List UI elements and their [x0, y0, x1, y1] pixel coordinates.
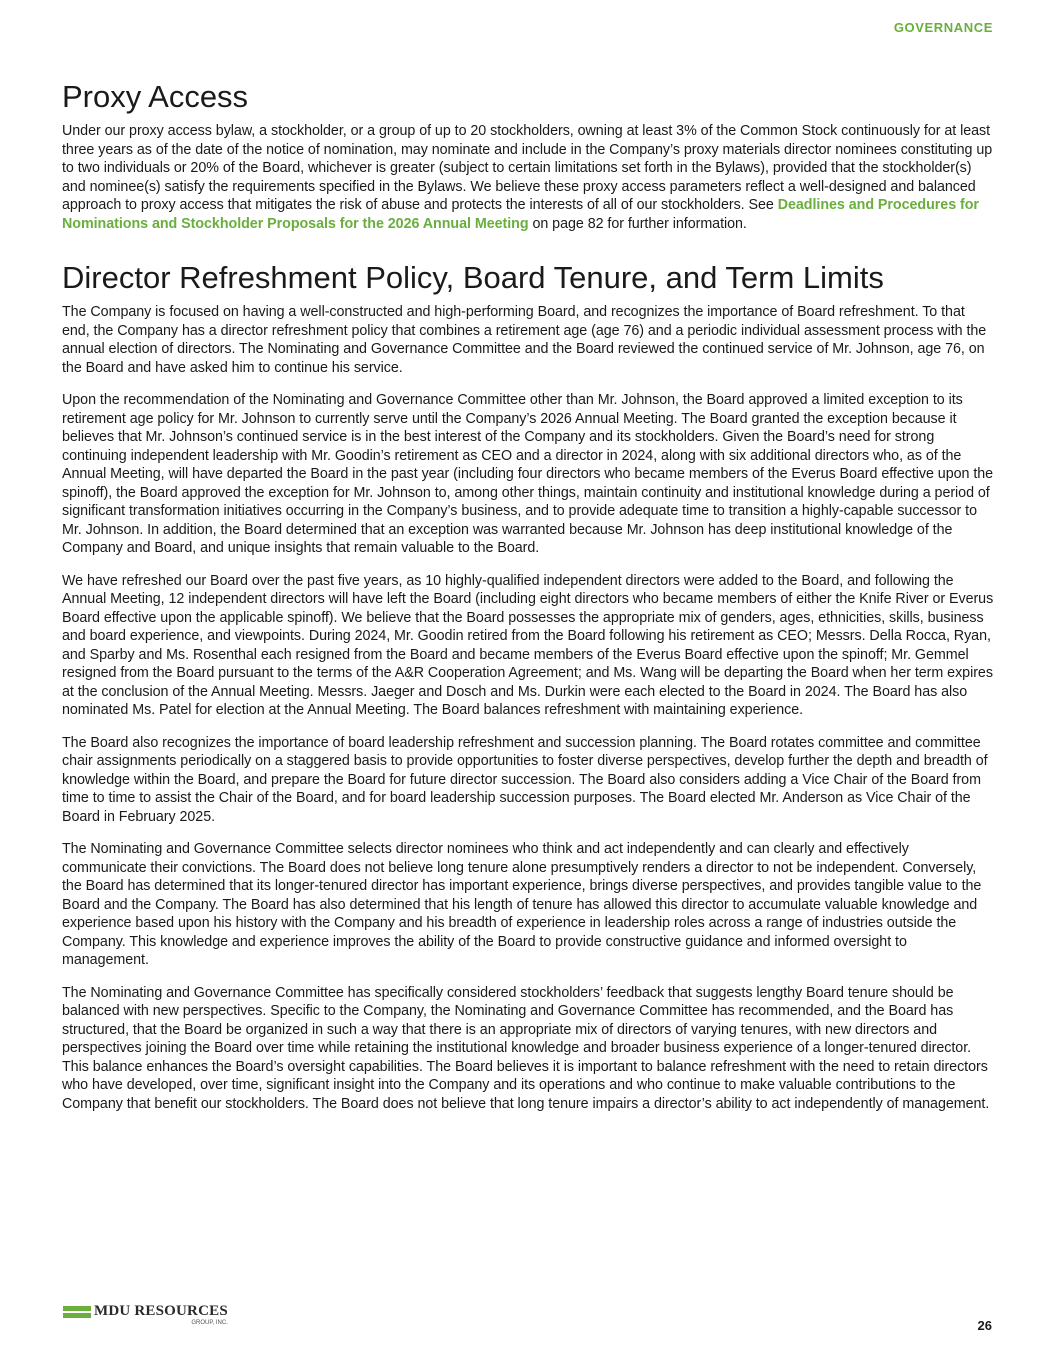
proxy-access-title: Proxy Access — [62, 79, 249, 114]
proxy-access-text: Under our proxy access bylaw, a stockholder, or a group of up to 20 stockholders, owning at least 3% of the Common Stock continuously for at least three years as of the date of the notice of nomination, may nominate and include in the Company’s proxy materials director nominees constituting up to two individuals or 20% of the Board, whichever is greater (subject to certain limitations set forth in the Bylaws), provided that the stockholder(s) and nominee(s) satisfy the requirements specified in the Bylaws. We believe these proxy access parameters reflect a well-designed and balanced approach to proxy access that mitigates the risk of abuse and protects the interests of all of our stockholders. See — [62, 123, 993, 213]
refreshment-paragraph-5: The Nominating and Governance Committee selects director nominees who think and act independently and can clearly and effectively communicate their convictions. The Board does not believe long tenure alone presumptively renders a director to not be independent. Conversely, the Board has determined that its longer-tenured director has important experience, brings diverse perspectives, and provides tangible value to the Board and the Company. The Board has also determined that his length of tenure has allowed this director to accumulate valuable knowledge and experience based upon his history with the Company and his breadth of experience in leadership roles across a range of industries outside the Company. This knowledge and experience improves the ability of the Board to provide constructive guidance and informed oversight to management. — [62, 841, 982, 968]
page-number: 26 — [977, 1318, 992, 1333]
proxy-access-text-end: on page 82 for further information. — [528, 215, 747, 232]
proxy-access-paragraph — [62, 122, 994, 233]
company-logo — [63, 1304, 228, 1327]
refreshment-paragraph-3: We have refreshed our Board over the past five years, as 10 highly-qualified independent directors were added to the Board, and following the Annual Meeting, 12 independent directors will have left the Board (including eight directors who became members of either the Knife River or Everus Board effective upon the applicable spinoff). We believe that the Board possesses the appropriate mix of genders, ages, ethnicities, skills, business and board experience, and viewpoints. During 2024, Mr. Goodin retired from the Board following his retirement as CEO; Messrs. Della Rocca, Ryan, and Sparby and Ms. Rosenthal each resigned from the Board and became members of the Everus Board effective upon the spinoff; Mr. Gemmel resigned from the Board pursuant to the terms of the A&R Cooperation Agreement; and Ms. Wang will be departing the Board when her term expires at the conclusion of the Annual Meeting. Messrs. Jaeger and Dosch and Ms. Durkin were each elected to the Board in 2024. The Board has also nominated Ms. Patel for election at the Annual Meeting. The Board balances refreshment with maintaining experience. — [62, 572, 994, 718]
director-refreshment-title: Director Refreshment Policy, Board Tenure, and Term Limits — [62, 260, 884, 295]
logo-subtext: GROUP, INC. — [191, 1320, 228, 1326]
page-content — [62, 78, 994, 1127]
logo-bars-icon — [63, 1306, 91, 1318]
deadlines-procedures-link[interactable]: Deadlines and Procedures for Nominations and Stockholder Proposals for the 2026 Annual Meeting — [62, 197, 979, 232]
refreshment-paragraph-2: Upon the recommendation of the Nominating and Governance Committee other than Mr. Johnson, the Board approved a limited exception to its retirement age policy for Mr. Johnson to currently serve until the Company’s 2026 Annual Meeting. The Board granted the exception because it believes that Mr. Johnson’s continued service is in the best interest of the Company and its stockholders. Given the Board’s need for strong continuing independent leadership with Mr. Goodin’s retirement as CEO and a director in 2024, along with six additional directors who, as of the Annual Meeting, will have departed the Board in the past year (including four directors who became members of the Everus Board effective upon the spinoff), the Board approved the exception for Mr. Johnson to, among other things, maintain continuity and institutional knowledge during a period of significant transformation initiatives occurring in the Company’s business, and to provide adequate time to transition a highly-capable successor to Mr. Johnson. In addition, the Board determined that an exception was warranted because Mr. Johnson has deep institutional knowledge of the Company and Board, and unique insights that remain valuable to the Board. — [62, 392, 994, 556]
section-label: GOVERNANCE — [893, 20, 993, 35]
refreshment-paragraph-6: The Nominating and Governance Committee has specifically considered stockholders’ feedback that suggests lengthy Board tenure should be balanced with new perspectives. Specific to the Company, the Nominating and Governance Committee has recommended, and the Board has structured, that the Board be organized in such a way that there is an appropriate mix of directors of varying tenures, with new directors and perspectives joining the Board over time while retaining the institutional knowledge and broader business experience of a longer-tenured director. This balance enhances the Board’s oversight capabilities. The Board believes it is important to balance refreshment with the need to retain directors who have developed, over time, significant insight into the Company and its operations and who continue to make valuable contributions to the Company that benefit our stockholders. The Board does not believe that long tenure impairs a director’s ability to act independently of management. — [62, 984, 990, 1112]
refreshment-paragraph-4: The Board also recognizes the importance of board leadership refreshment and succession planning. The Board rotates committee and committee chair assignments periodically on a staggered basis to provide opportunities to foster diverse perspectives, develop further the depth and breadth of knowledge within the Board, and prepare the Board for future director succession. The Board also considers adding a Vice Chair of the Board from time to time to assist the Chair of the Board, and for board leadership succession purposes. The Board elected Mr. Anderson as Vice Chair of the Board in February 2025. — [62, 734, 988, 825]
refreshment-paragraph-1: The Company is focused on having a well-constructed and high-performing Board, and recognizes the importance of Board refreshment. To that end, the Company has a director refreshment policy that combines a retirement age (age 76) and a periodic individual assessment process with the annual election of directors. The Nominating and Governance Committee and the Board reviewed the continued service of Mr. Johnson, age 76, on the Board and have asked him to continue his service. — [62, 304, 987, 376]
logo-text: MDU RESOURCES — [94, 1303, 228, 1319]
